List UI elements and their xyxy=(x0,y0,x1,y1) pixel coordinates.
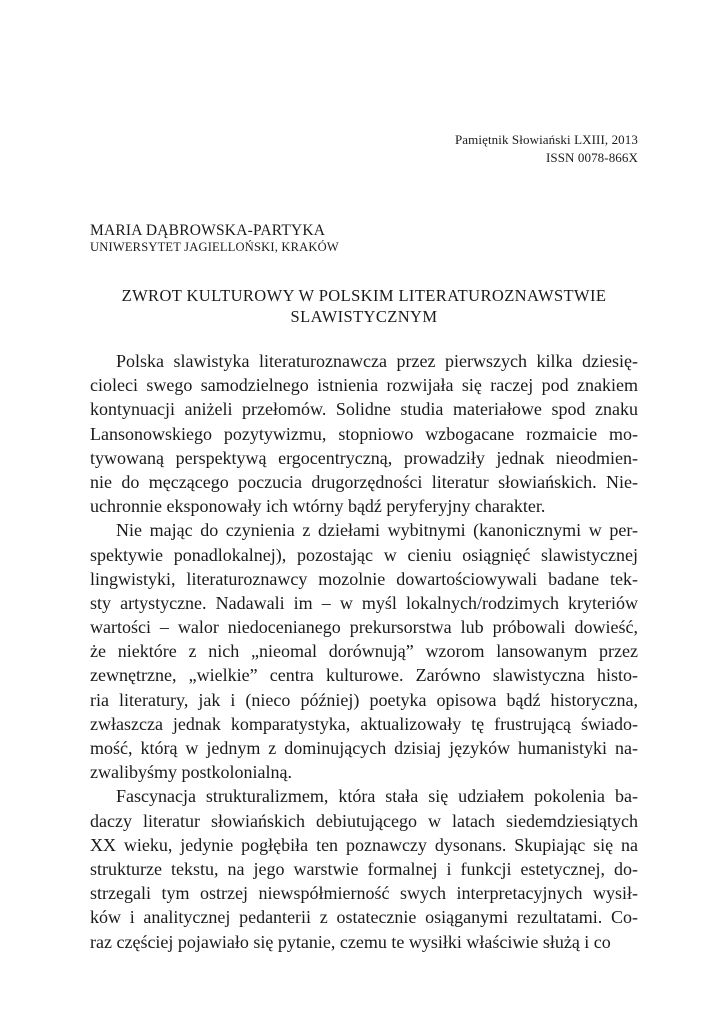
paragraph-line: XX wieku, jedynie pogłębiła ten poznawczy dysonans. Skupiając się na xyxy=(90,834,638,855)
paragraph-line: strukturze tekstu, na jego warstwie formalnej i funkcji estetycznej, do- xyxy=(90,858,638,879)
author-block xyxy=(90,221,638,255)
paper-page xyxy=(90,0,638,1024)
paragraph-line: Nie mając do czynienia z dziełami wybitnymi (kanonicznymi w per- xyxy=(116,520,638,541)
paragraph-line: Fascynacja strukturalizmem, która stała się udziałem pokolenia ba- xyxy=(116,786,638,807)
paragraph-line: że niektóre z nich „nieomal dorównują” wzorom lansowanym przez xyxy=(90,641,638,662)
author-affiliation: UNIWERSYTET JAGIELLOŃSKI, KRAKÓW xyxy=(90,240,339,254)
paragraph xyxy=(90,349,638,518)
paragraph-line: kontynuacji aniżeli przełomów. Solidne studia materiałowe spod znaku xyxy=(90,399,638,420)
paragraph-line: daczy literatur słowiańskich debiutującego w latach siedemdziesiątych xyxy=(90,810,638,831)
body-text xyxy=(90,349,638,954)
paragraph-line: wartości – walor niedocenianego prekursorstwa lub próbowali dowieść, xyxy=(90,617,638,638)
paragraph-line: zewnętrzne, „wielkie” centra kulturowe. Zarówno slawistyczna histo- xyxy=(90,665,638,686)
paragraph-line: ków i analitycznej pedanterii z ostatecznie osiąganymi rezultatami. Co- xyxy=(90,907,638,928)
paragraph-line: mość, którą w jednym z dominujących dzisiaj języków humanistyki na- xyxy=(90,738,638,758)
article-title-line-2: SLAWISTYCZNYM xyxy=(290,307,438,326)
paragraph-line: sty artystyczne. Nadawali im – w myśl lokalnych/rodzimych kryteriów xyxy=(90,592,638,613)
paragraph-line: cioleci swego samodzielnego istnienia rozwijała się raczej pod znakiem xyxy=(90,375,638,396)
paragraph-line: zwłaszcza jednak komparatystyka, aktualizowały tę frustrującą świado- xyxy=(90,713,638,734)
paragraph-line: lingwistyki, literaturoznawcy mozolnie dowartościowywali badane tek- xyxy=(90,568,638,589)
paragraph-line: tywowaną perspektywą ergocentryczną, prowadziły jednak nieodmien- xyxy=(90,447,638,468)
journal-info xyxy=(455,131,638,167)
paragraph-line: zwalibyśmy postkolonialną. xyxy=(90,762,292,783)
paragraph-line: Lansonowskiego pozytywizmu, stopniowo wzbogacane rozmaicie mo- xyxy=(90,423,638,444)
paragraph xyxy=(90,518,638,784)
paragraph-line: strzegali tym ostrzej niewspółmierność swych interpretacyjnych wysił- xyxy=(90,883,638,904)
issn-line: ISSN 0078-866X xyxy=(545,150,638,165)
paragraph xyxy=(90,784,638,953)
paragraph-line: ria literatury, jak i (nieco później) poetyka opisowa bądź historyczna, xyxy=(90,689,638,710)
paragraph-line: raz częściej pojawiało się pytanie, czemu te wysiłki właściwie służą i co xyxy=(90,931,611,952)
journal-line: Pamiętnik Słowiański LXIII, 2013 xyxy=(454,132,638,147)
author-name: MARIA DĄBROWSKA-PARTYKA xyxy=(90,222,326,239)
article-title-line-1: ZWROT KULTUROWY W POLSKIM LITERATUROZNAWSTWIE xyxy=(121,286,607,305)
paragraph-line: spektywie ponadlokalnej), pozostając w cieniu osiągnięć slawistycznej xyxy=(90,544,638,565)
paragraph-line: uchronnie eksponowały ich wtórny bądź peryferyjny charakter. xyxy=(90,496,546,517)
article-title xyxy=(90,285,638,327)
paragraph-line: Polska slawistyka literaturoznawcza przez pierwszych kilka dziesię- xyxy=(116,351,638,371)
paragraph-line: nie do męczącego poczucia drugorzędności literatur słowiańskich. Nie- xyxy=(90,471,638,492)
